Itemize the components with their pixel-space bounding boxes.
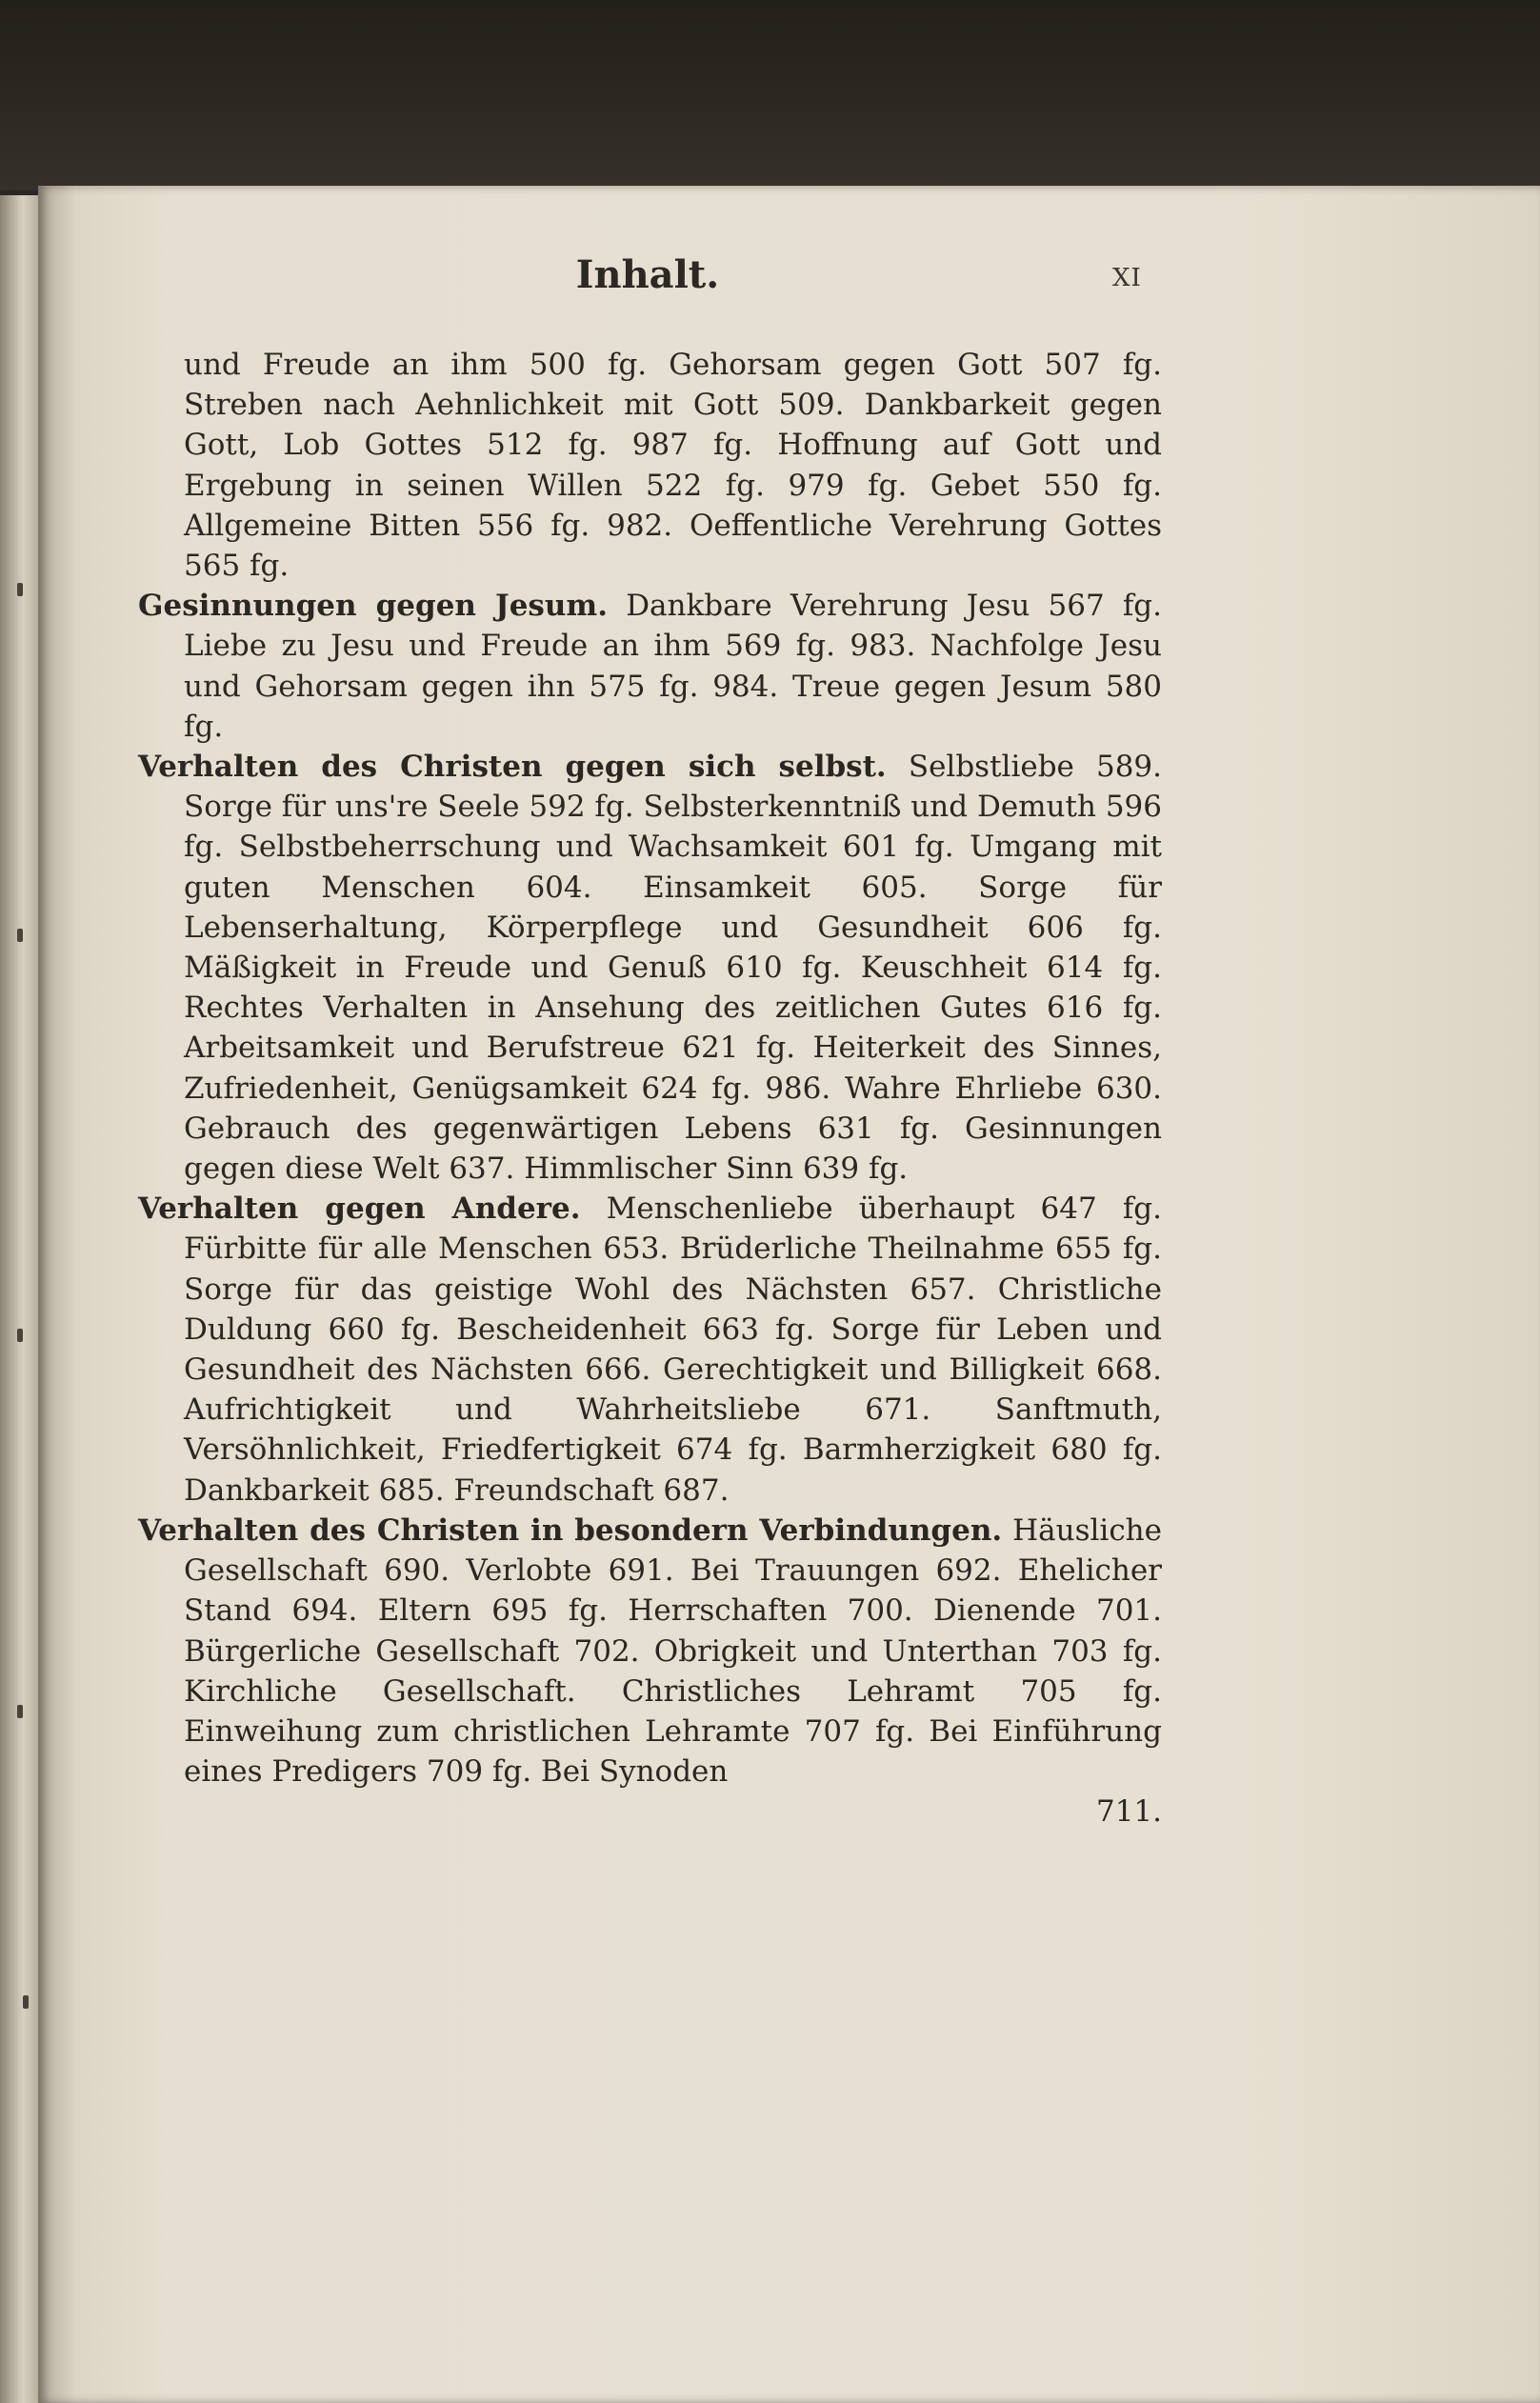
- binding-mark: [17, 1329, 23, 1342]
- scan-background: [0, 0, 1540, 190]
- entry-heading: Gesinnungen gegen Jesum.: [138, 589, 609, 624]
- toc-entry: [138, 1189, 1162, 1511]
- toc-entry: [138, 586, 1162, 747]
- toc-entry: [138, 747, 1162, 1189]
- entry-heading: Verhalten des Christen gegen sich selbst.: [138, 750, 887, 785]
- entry-text: Selbstliebe 589. Sorge für uns're Seele 592 fg. Selbsterkenntniß und Demuth 596 fg. Selbstbeherrschung und Wachsamkeit 601 fg. Umgang mit guten Menschen 604. Einsamkeit 605. Sorge für Lebenserhaltung, Körperpflege und Gesundheit 606 fg. Mäßigkeit in Freude und Genuß 610 fg. Keuschheit 614 fg. Rechtes Verhalten in Ansehung des zeitlichen Gutes 616 fg. Arbeitsamkeit und Berufstreue 621 fg. Heiterkeit des Sinnes, Zufriedenheit, Genügsamkeit 624 fg. 986. Wahre Ehrliebe 630. Gebrauch des gegenwärtigen Lebens 631 fg. Gesinnungen gegen diese Welt 637. Himmlischer Sinn 639 fg.: [184, 750, 1163, 1187]
- entry-heading: Verhalten gegen Andere.: [138, 1191, 581, 1227]
- entry-heading: Verhalten des Christen in besondern Verbindungen.: [138, 1512, 1003, 1548]
- table-of-contents: [138, 345, 1162, 1832]
- toc-entry: [138, 345, 1162, 586]
- page-header: [0, 252, 1540, 310]
- toc-entry: [138, 1511, 1162, 1832]
- page-number: XI: [1112, 264, 1142, 292]
- entry-final-page-number: 711.: [1095, 1794, 1162, 1830]
- entry-text: Dankbare Verehrung Jesu 567 fg. Liebe zu Jesu und Freude an ihm 569 fg. 983. Nachfolge Jesu und Gehorsam gegen ihn 575 fg. 984. Treue gegen Jesum 580 fg.: [184, 589, 1163, 744]
- running-title: Inhalt.: [575, 252, 720, 297]
- binding-mark: [17, 1705, 23, 1718]
- binding-mark: [17, 583, 23, 596]
- entry-text: und Freude an ihm 500 fg. Gehorsam gegen Gott 507 fg. Streben nach Aehnlichkeit mit Gott 509. Dankbarkeit gegen Gott, Lob Gottes 512 fg. 987 fg. Hoffnung auf Gott und Ergebung in seinen Willen 522 fg. 979 fg. Gebet 550 fg. Allgemeine Bitten 556 fg. 982. Oeffentliche Verehrung Gottes 565 fg.: [184, 348, 1162, 584]
- binding-mark: [17, 929, 23, 942]
- entry-text: Menschenliebe überhaupt 647 fg. Fürbitte für alle Menschen 653. Brüderliche Theilnahme 655 fg. Sorge für das geistige Wohl des Nächsten 657. Christliche Duldung 660 fg. Bescheidenheit 663 fg. Sorge für Leben und Gesundheit des Nächsten 666. Gerechtigkeit und Billigkeit 668. Aufrichtigkeit und Wahrheitsliebe 671. Sanftmuth, Versöhnlichkeit, Friedfertigkeit 674 fg. Barmherzigkeit 680 fg. Dankbarkeit 685. Freundschaft 687.: [184, 1191, 1162, 1508]
- binding-mark: [23, 1995, 29, 2009]
- entry-text: Häusliche Gesellschaft 690. Verlobte 691. Bei Trauungen 692. Ehelicher Stand 694. Eltern 695 fg. Herrschaften 700. Dienende 701. Bürgerliche Gesellschaft 702. Obrigkeit und Unterthan 703 fg. Kirchliche Gesellschaft. Christliches Lehramt 705 fg. Einweihung zum christlichen Lehramte 707 fg. Bei Einführung eines Predigers 709 fg. Bei Synoden: [184, 1512, 1162, 1790]
- facing-page-edge: [0, 195, 38, 2403]
